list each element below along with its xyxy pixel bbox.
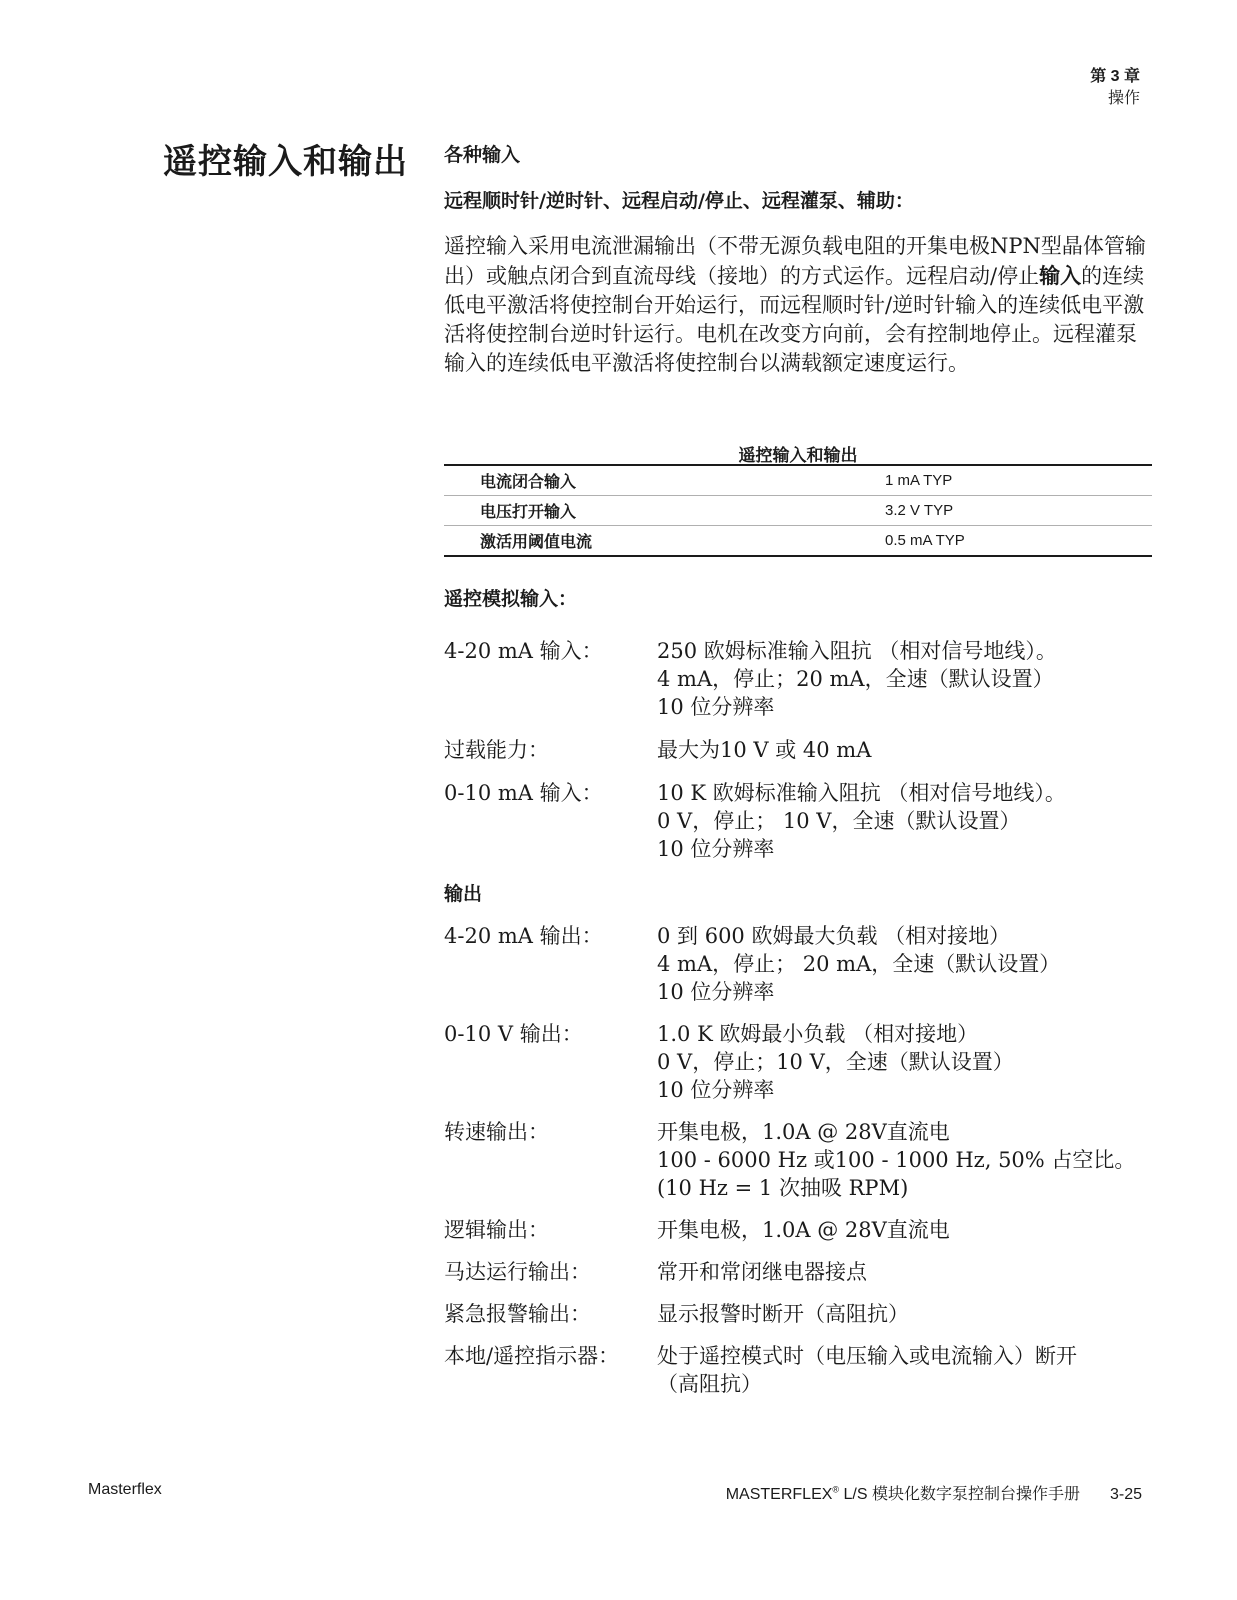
spec-value-line: 10 位分辨率 <box>657 837 775 861</box>
spec-key: 0-10 V 输出： <box>444 1022 583 1046</box>
spec-value <box>657 1300 1157 1328</box>
spec-value-line: 10 位分辨率 <box>657 695 775 719</box>
spec-value-line: 10 位分辨率 <box>657 1078 775 1102</box>
spec-key: 4-20 mA 输出： <box>444 924 603 948</box>
spec-key: 逻辑输出： <box>444 1218 549 1242</box>
spec-key: 紧急报警输出： <box>444 1302 591 1326</box>
spec-value-line: （高阻抗） <box>657 1372 762 1396</box>
subsection-heading: 各种输入 <box>444 145 521 166</box>
spec-value-line: 常开和常闭继电器接点 <box>657 1260 867 1284</box>
spec-key: 4-20 mA 输入： <box>444 639 603 663</box>
spec-value-line: 开集电极，1.0A @ 28V直流电 <box>657 1218 950 1242</box>
paragraph-part2: 的连续低电平激活将使控制台开始运行，而远程顺时针/逆时针输入的连续低电平激活将使控制台逆时针运行。电机在改变方向前，会有控制地停止。远程灌泵输入的连续低电平激活将使控制台以满载额定速度运行。 <box>444 264 1145 375</box>
spec-table <box>444 464 1152 557</box>
table-cell-label: 激活用阈值电流 <box>480 534 593 551</box>
table-title: 遥控输入和输出 <box>738 446 858 465</box>
remote-inputs-heading: 远程顺时针/逆时针、远程启动/停止、远程灌泵、辅助： <box>444 190 914 212</box>
table-cell-value: 1 mA TYP <box>885 465 1152 496</box>
analog-heading: 遥控模拟输入： <box>444 588 578 610</box>
table-row <box>444 526 1152 557</box>
footer-right <box>726 1481 1142 1504</box>
spec-value-line: 10 位分辨率 <box>657 980 775 1004</box>
footer-brand: MASTERFLEX <box>725 1486 833 1503</box>
spec-value-line: 最大为10 V 或 40 mA <box>657 738 872 762</box>
table-cell-value: 0.5 mA TYP <box>885 532 965 549</box>
paragraph-part1: 遥控输入采用电流泄漏输出（不带无源负载电阻的开集电极NPN型晶体管输出）或触点闭合到直流母线（接地）的方式运作。远程启动/停止 <box>444 234 1146 288</box>
spec-value-line: 1.0 K 欧姆最小负载 （相对接地） <box>657 1022 979 1046</box>
spec-value-line: 0 到 600 欧姆最大负载 （相对接地） <box>657 924 1011 948</box>
section-title: 遥控输入和输出 <box>163 143 408 181</box>
spec-value <box>657 736 1157 764</box>
spec-value-line: 4 mA，停止； 20 mA，全速（默认设置） <box>657 952 1061 976</box>
spec-value <box>657 1216 1157 1244</box>
page-number: 3-25 <box>1109 1486 1142 1503</box>
spec-value-line: 显示报警时断开（高阻抗） <box>657 1302 909 1326</box>
table-cell-value: 3.2 V TYP <box>885 496 1152 526</box>
spec-value-line: 250 欧姆标准输入阻抗 （相对信号地线）。 <box>657 639 1057 663</box>
table-cell-label: 电压打开输入 <box>444 496 885 526</box>
footer-left: Masterflex <box>88 1481 162 1498</box>
spec-value <box>657 637 1157 721</box>
spec-value-line: 10 K 欧姆标准输入阻抗 （相对信号地线）。 <box>657 781 1066 805</box>
spec-value <box>657 779 1157 863</box>
spec-value-line: 0 V，停止； 10 V，全速（默认设置） <box>657 809 1021 833</box>
spec-value-line: (10 Hz = 1 次抽吸 RPM) <box>657 1176 909 1200</box>
spec-value <box>657 1020 1157 1104</box>
table-cell-label: 电流闭合输入 <box>444 465 885 496</box>
paragraph-bold: 输入 <box>1039 263 1082 288</box>
footer-manual-title: L/S 模块化数字泵控制台操作手册 <box>839 1486 1080 1503</box>
spec-value-line: 100 - 6000 Hz 或100 - 1000 Hz, 50% 占空比。 <box>657 1148 1136 1172</box>
spec-value <box>657 1342 1157 1398</box>
spec-value-line: 开集电极，1.0A @ 28V直流电 <box>657 1120 950 1144</box>
spec-key: 0-10 mA 输入： <box>444 781 603 805</box>
chapter-number: 第 3 章 <box>1090 68 1140 85</box>
spec-value <box>657 922 1157 1006</box>
spec-value <box>657 1118 1157 1202</box>
footer-reg-mark: ® <box>832 1484 840 1495</box>
spec-value-line: 0 V，停止；10 V，全速（默认设置） <box>657 1050 1014 1074</box>
description-paragraph <box>444 232 1152 378</box>
spec-value-line: 处于遥控模式时（电压输入或电流输入）断开 <box>657 1344 1077 1368</box>
spec-key: 本地/遥控指示器： <box>444 1344 620 1368</box>
spec-key: 转速输出： <box>444 1120 549 1144</box>
chapter-subtitle: 操作 <box>1107 90 1140 107</box>
output-heading: 输出 <box>444 884 483 905</box>
spec-value-line: 4 mA，停止；20 mA，全速（默认设置） <box>657 667 1054 691</box>
table-row <box>444 496 1152 526</box>
spec-value <box>657 1258 1157 1286</box>
spec-key: 马达运行输出： <box>444 1260 591 1284</box>
chapter-header <box>1090 66 1140 110</box>
spec-key: 过载能力： <box>444 738 549 762</box>
table-row <box>444 465 1152 496</box>
